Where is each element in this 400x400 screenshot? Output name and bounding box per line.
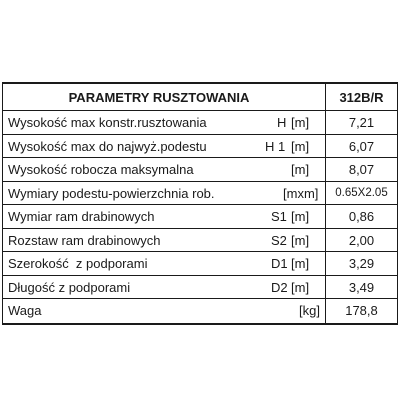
parameter-name: Wymiary podestu-powierzchnia rob. <box>8 185 215 201</box>
parameter-name: Szerokość z podporami <box>8 256 148 271</box>
parameter-unit: [m] <box>291 256 310 271</box>
parameter-unit: [m] <box>291 209 310 224</box>
parameter-name: Długość z podporami <box>8 279 131 295</box>
parameter-symbol: D2 <box>271 279 288 295</box>
parameter-unit: [m] <box>291 232 310 248</box>
parameter-unit: [mxm] <box>283 185 319 201</box>
parameter-symbol: H <box>277 115 287 130</box>
parameter-value: 3,29 <box>326 252 398 275</box>
table-row <box>2 182 398 206</box>
table-row <box>2 276 398 300</box>
table-row <box>2 135 398 159</box>
parameter-value: 6,07 <box>326 135 398 158</box>
parameter-symbol: S2 <box>271 232 287 248</box>
parameter-symbol: H 1 <box>265 138 286 154</box>
parameter-name: Wymiar ram drabinowych <box>8 209 155 224</box>
parameter-unit: [m] <box>291 162 310 177</box>
model-header: 312B/R <box>326 84 398 110</box>
parameter-unit: [kg] <box>299 303 320 318</box>
parameter-unit: [m] <box>291 115 310 130</box>
parameter-name: Rozstaw ram drabinowych <box>8 232 161 248</box>
parameter-name: Wysokość max konstr.rusztowania <box>8 115 207 130</box>
table-row <box>2 205 398 229</box>
parameter-unit: [m] <box>291 279 310 295</box>
parameter-name: Wysokość max do najwyż.podestu <box>8 138 207 154</box>
parameter-symbol: S1 <box>271 209 287 224</box>
table-row <box>2 229 398 253</box>
parameter-value: 8,07 <box>326 158 398 181</box>
table-header-row <box>2 84 398 111</box>
parameter-symbol: D1 <box>271 256 288 271</box>
parameter-unit: [m] <box>291 138 310 154</box>
parameter-value: 3,49 <box>326 276 398 299</box>
table-row <box>2 252 398 276</box>
table-title: PARAMETRY RUSZTOWANIA <box>2 84 326 110</box>
parameter-name: Wysokość robocza maksymalna <box>8 162 194 177</box>
parameter-value: 0.65X2.05 <box>326 182 398 205</box>
parameter-value: 7,21 <box>326 111 398 134</box>
parameter-name: Waga <box>8 303 42 318</box>
table-row <box>2 299 398 323</box>
parameters-table <box>2 82 398 325</box>
parameter-value: 0,86 <box>326 205 398 228</box>
parameter-value: 178,8 <box>326 299 398 323</box>
table-row <box>2 111 398 135</box>
parameter-value: 2,00 <box>326 229 398 252</box>
table-row <box>2 158 398 182</box>
